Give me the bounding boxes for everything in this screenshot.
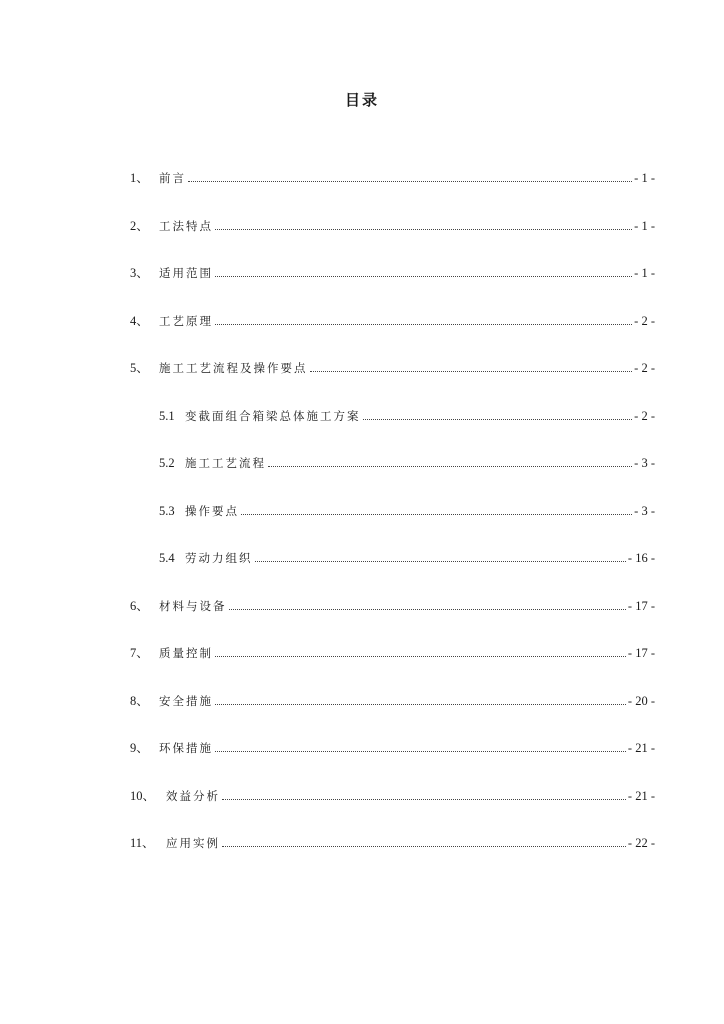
toc-entry-page: - 20 - xyxy=(627,693,655,708)
toc-entry-text: 工艺原理 xyxy=(159,313,213,328)
dot-leader xyxy=(215,750,626,752)
toc-entry-text: 材料与设备 xyxy=(159,598,227,613)
toc-entry-number: 9、 xyxy=(130,741,149,755)
dot-leader xyxy=(229,608,626,610)
toc-entry-page: - 21 - xyxy=(627,788,655,803)
toc-entry-number: 2、 xyxy=(130,218,149,233)
dot-leader xyxy=(241,513,632,515)
toc-entry-number: 10、 xyxy=(130,788,156,803)
toc-entry-text: 劳动力组织 xyxy=(185,551,253,565)
toc-entry-page: - 1 - xyxy=(634,218,655,233)
toc-entry-text: 适用范围 xyxy=(159,266,213,280)
toc-entry-11[interactable] xyxy=(0,833,724,881)
dot-leader xyxy=(215,228,632,230)
toc-entry-number: 6、 xyxy=(130,598,149,613)
dot-leader xyxy=(188,180,632,182)
toc-entry-number: 1、 xyxy=(130,171,149,185)
dot-leader xyxy=(222,798,626,800)
toc-entry-text: 环保措施 xyxy=(159,741,213,755)
toc-entry-5-1[interactable] xyxy=(0,406,724,454)
toc-entry-3[interactable] xyxy=(0,263,724,311)
toc-entry-8[interactable] xyxy=(0,691,724,739)
toc-entry-text: 应用实例 xyxy=(166,836,220,850)
toc-entry-page: - 16 - xyxy=(627,551,655,565)
toc-entry-10[interactable] xyxy=(0,786,724,834)
toc-entry-page: - 17 - xyxy=(627,598,655,613)
toc-entry-number: 8、 xyxy=(130,693,149,708)
toc-entry-4[interactable] xyxy=(0,311,724,359)
toc-entry-page: - 17 - xyxy=(627,646,655,660)
toc-entry-number: 5、 xyxy=(130,361,149,375)
toc-entry-7[interactable] xyxy=(0,643,724,691)
toc-entry-text: 施工工艺流程及操作要点 xyxy=(159,361,308,375)
toc-entry-text: 操作要点 xyxy=(185,503,239,518)
toc-entry-number: 5.2 xyxy=(159,456,175,470)
table-of-contents xyxy=(0,168,724,881)
dot-leader xyxy=(215,655,626,657)
dot-leader xyxy=(363,418,633,420)
toc-entry-page: - 2 - xyxy=(634,408,655,423)
toc-entry-number: 3、 xyxy=(130,266,149,280)
toc-entry-text: 质量控制 xyxy=(159,646,213,660)
toc-entry-page: - 2 - xyxy=(634,313,655,328)
toc-entry-text: 前言 xyxy=(159,171,186,185)
toc-entry-page: - 21 - xyxy=(627,741,655,755)
toc-entry-2[interactable] xyxy=(0,216,724,264)
toc-entry-number: 11、 xyxy=(130,836,155,850)
toc-entry-number: 5.1 xyxy=(159,408,175,423)
dot-leader xyxy=(310,370,633,372)
toc-entry-5[interactable] xyxy=(0,358,724,406)
toc-title: 目录 xyxy=(344,91,379,109)
toc-entry-5-2[interactable] xyxy=(0,453,724,501)
toc-entry-number: 5.4 xyxy=(159,551,175,565)
toc-entry-text: 安全措施 xyxy=(159,693,213,708)
toc-entry-5-3[interactable] xyxy=(0,501,724,549)
toc-entry-page: - 1 - xyxy=(634,266,655,280)
toc-entry-5-4[interactable] xyxy=(0,548,724,596)
toc-entry-number: 4、 xyxy=(130,313,149,328)
dot-leader xyxy=(222,845,626,847)
toc-entry-text: 施工工艺流程 xyxy=(185,456,266,470)
dot-leader xyxy=(215,275,632,277)
toc-entry-text: 效益分析 xyxy=(166,788,220,803)
dot-leader xyxy=(215,703,626,705)
toc-entry-page: - 2 - xyxy=(634,361,655,375)
toc-entry-text: 工法特点 xyxy=(159,218,213,233)
dot-leader xyxy=(255,560,626,562)
toc-entry-page: - 3 - xyxy=(634,503,655,518)
toc-entry-1[interactable] xyxy=(0,168,724,216)
toc-entry-page: - 22 - xyxy=(627,836,655,850)
toc-entry-page: - 1 - xyxy=(634,171,655,185)
toc-entry-9[interactable] xyxy=(0,738,724,786)
toc-entry-page: - 3 - xyxy=(634,456,655,470)
dot-leader xyxy=(268,465,632,467)
toc-entry-number: 7、 xyxy=(130,646,149,660)
toc-entry-number: 5.3 xyxy=(159,503,175,518)
dot-leader xyxy=(215,323,632,325)
toc-entry-text: 变截面组合箱梁总体施工方案 xyxy=(185,408,361,423)
toc-entry-6[interactable] xyxy=(0,596,724,644)
